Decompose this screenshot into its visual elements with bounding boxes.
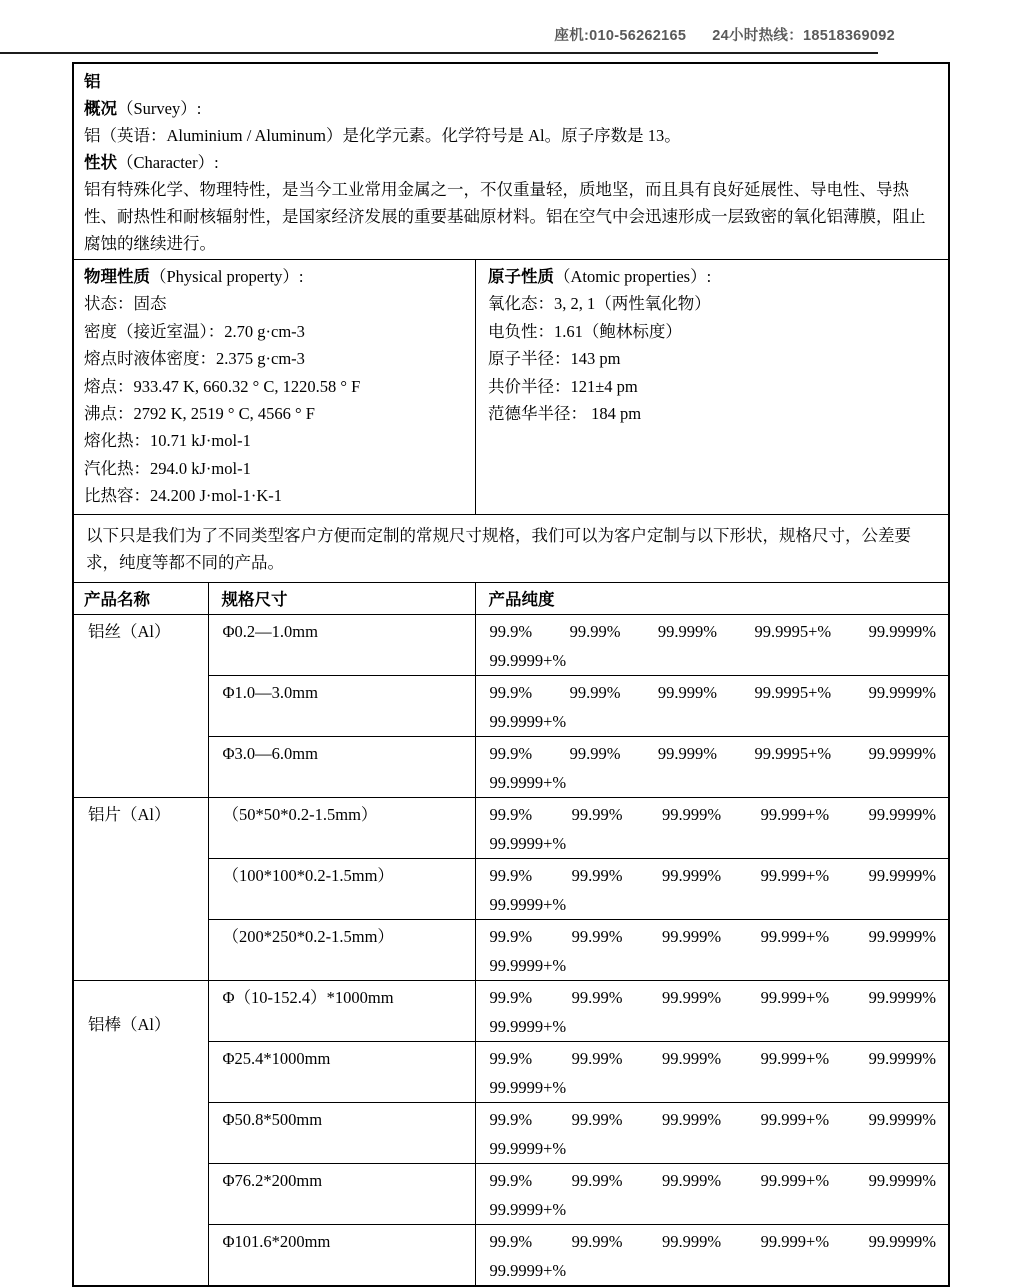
purity-value: 99.9% <box>489 622 533 642</box>
purity-value: 99.9999% <box>868 1171 936 1191</box>
purity-values-line1 <box>490 923 937 951</box>
purity-value: 99.999+% <box>760 1232 830 1252</box>
purity-values-line2 <box>490 1195 937 1224</box>
purity-value: 99.999% <box>662 927 722 947</box>
purity-value: 99.9995+% <box>754 622 832 642</box>
purity-cell <box>475 737 948 798</box>
purity-value: 99.9999% <box>868 744 936 764</box>
character-text: 铝有特殊化学、物理特性，是当今工业常用金属之一，不仅重量轻，质地坚，而且具有良好延展性、导电性、导热性、耐热性和耐核辐射性，是国家经济发展的重要基础原材料。铝在空气中会迅速形成一层致密的氧化铝薄膜，阻止腐蚀的继续进行。 <box>84 180 926 253</box>
purity-value: 99.9999% <box>868 1049 936 1069</box>
custom-note: 以下只是我们为了不同类型客户方便而定制的常规尺寸规格，我们可以为客户定制与以下形状，规格尺寸，公差要求，纯度等都不同的产品。 <box>74 515 948 583</box>
purity-value: 99.9999+% <box>489 834 567 854</box>
purity-value: 99.99% <box>569 744 621 764</box>
purity-value: 99.9999% <box>868 866 936 886</box>
atomic-heading-label: 原子性质 <box>488 267 554 286</box>
landline-number: 座机:010-56262165 <box>554 28 687 44</box>
purity-values-line1 <box>490 1106 937 1134</box>
spec-size-cell: Φ25.4*1000mm <box>208 1042 475 1103</box>
purity-value: 99.9999+% <box>489 773 567 793</box>
purity-value: 99.9% <box>489 1049 533 1069</box>
purity-value: 99.999+% <box>760 927 830 947</box>
spec-size-cell: Φ101.6*200mm <box>208 1225 475 1286</box>
atomic-property-line: 氧化态：3, 2, 1（两性氧化物） <box>488 294 711 314</box>
purity-value: 99.9999% <box>868 1110 936 1130</box>
purity-value: 99.9999% <box>868 622 936 642</box>
purity-values-line2 <box>490 1134 937 1163</box>
purity-value: 99.99% <box>571 1171 623 1191</box>
purity-value: 99.999+% <box>760 988 830 1008</box>
product-document <box>72 62 950 1287</box>
purity-value: 99.9% <box>489 988 533 1008</box>
product-name-cell: 铝棒（Al） <box>74 981 208 1286</box>
purity-value: 99.9% <box>489 744 533 764</box>
column-header-product-name: 产品名称 <box>74 583 208 615</box>
survey-heading <box>84 95 938 122</box>
spec-size-cell: （100*100*0.2-1.5mm） <box>208 859 475 920</box>
column-header-spec-size: 规格尺寸 <box>208 583 475 615</box>
physical-properties-column <box>74 260 475 514</box>
purity-value: 99.99% <box>571 927 623 947</box>
physical-property-line: 状态：固态 <box>84 294 167 314</box>
atomic-property-line: 范德华半径： 184 pm <box>488 404 642 424</box>
purity-value: 99.9999+% <box>489 1200 567 1220</box>
purity-value: 99.9999% <box>868 805 936 825</box>
purity-value: 99.99% <box>571 1232 623 1252</box>
purity-value: 99.9% <box>489 683 533 703</box>
physical-heading-label: 物理性质 <box>84 267 150 286</box>
purity-values-line1 <box>490 984 937 1012</box>
purity-values-line2 <box>490 768 937 797</box>
purity-values-line2 <box>490 707 937 736</box>
intro-section <box>74 64 948 260</box>
character-heading-label: 性状 <box>84 153 117 172</box>
purity-values-line2 <box>490 1073 937 1102</box>
spec-size-cell: Φ（10-152.4）*1000mm <box>208 981 475 1042</box>
purity-value: 99.9% <box>489 866 533 886</box>
purity-value: 99.9999+% <box>489 1017 567 1037</box>
spec-size-cell: Φ50.8*500mm <box>208 1103 475 1164</box>
purity-value: 99.999+% <box>760 1049 830 1069</box>
spec-size-cell: Φ76.2*200mm <box>208 1164 475 1225</box>
survey-heading-suffix: （Survey）: <box>117 99 202 118</box>
purity-value: 99.99% <box>571 805 623 825</box>
atomic-property-line: 原子半径：143 pm <box>488 349 621 369</box>
purity-value: 99.9999% <box>868 927 936 947</box>
purity-value: 99.999+% <box>760 805 830 825</box>
purity-value: 99.99% <box>571 866 623 886</box>
purity-value: 99.999% <box>657 744 718 764</box>
physical-property-line: 熔化热：10.71 kJ·mol-1 <box>84 431 251 451</box>
product-name-cell: 铝丝（Al） <box>74 615 208 798</box>
product-table-body <box>74 615 948 1286</box>
purity-values-line2 <box>490 890 937 919</box>
purity-values-line1 <box>490 740 937 768</box>
purity-cell <box>475 1103 948 1164</box>
purity-value: 99.9% <box>489 927 533 947</box>
purity-value: 99.99% <box>571 988 623 1008</box>
physical-heading <box>84 263 465 290</box>
character-heading-suffix: （Character）: <box>117 153 219 172</box>
product-row <box>74 798 948 859</box>
physical-heading-suffix: （Physical property）: <box>150 267 304 286</box>
product-row <box>74 981 948 1042</box>
purity-cell <box>475 1042 948 1103</box>
purity-value: 99.9999+% <box>489 712 567 732</box>
atomic-heading-suffix: （Atomic properties）: <box>554 267 712 286</box>
properties-section <box>74 260 948 515</box>
purity-value: 99.999% <box>657 622 718 642</box>
purity-value: 99.9999+% <box>489 895 567 915</box>
hotline-number: 24小时热线：18518369092 <box>712 28 895 44</box>
purity-value: 99.999+% <box>760 866 830 886</box>
purity-value: 99.999% <box>662 866 722 886</box>
purity-value: 99.999% <box>662 805 722 825</box>
purity-value: 99.9% <box>489 805 533 825</box>
spec-size-cell: （200*250*0.2-1.5mm） <box>208 920 475 981</box>
atomic-heading <box>488 263 936 290</box>
purity-value: 99.99% <box>569 683 621 703</box>
purity-cell <box>475 676 948 737</box>
purity-cell <box>475 798 948 859</box>
purity-value: 99.999% <box>662 1110 722 1130</box>
purity-cell <box>475 615 948 676</box>
purity-value: 99.9995+% <box>754 744 832 764</box>
purity-value: 99.999% <box>662 1049 722 1069</box>
atomic-property-line: 电负性：1.61（鲍林标度） <box>488 321 682 341</box>
spec-size-cell: （50*50*0.2-1.5mm） <box>208 798 475 859</box>
purity-value: 99.9% <box>489 1232 533 1252</box>
contact-header <box>0 24 895 45</box>
purity-cell <box>475 859 948 920</box>
purity-value: 99.999+% <box>760 1110 830 1130</box>
atomic-properties-column <box>475 260 948 514</box>
purity-values-line1 <box>490 801 937 829</box>
product-name-cell: 铝片（Al） <box>74 798 208 981</box>
spec-size-cell: Φ3.0—6.0mm <box>208 737 475 798</box>
page-title: 铝 <box>84 72 101 91</box>
atomic-property-lines <box>488 290 936 427</box>
product-table <box>74 583 948 1286</box>
product-table-header-row <box>74 583 948 615</box>
purity-values-line1 <box>490 1167 937 1195</box>
purity-value: 99.9999+% <box>489 1139 567 1159</box>
purity-value: 99.9999+% <box>489 956 567 976</box>
purity-value: 99.9999+% <box>489 651 567 671</box>
purity-value: 99.999% <box>662 1171 722 1191</box>
purity-values-line2 <box>490 951 937 980</box>
purity-values-line1 <box>490 618 937 646</box>
product-row <box>74 615 948 676</box>
character-heading <box>84 149 938 176</box>
spec-size-cell: Φ1.0—3.0mm <box>208 676 475 737</box>
physical-property-lines <box>84 290 465 509</box>
physical-property-line: 汽化热：294.0 kJ·mol-1 <box>84 458 251 478</box>
physical-property-line: 熔点时液体密度：2.375 g·cm-3 <box>84 349 305 369</box>
purity-cell <box>475 1225 948 1286</box>
physical-property-line: 沸点：2792 K, 2519 ° C, 4566 ° F <box>84 404 315 424</box>
purity-value: 99.999% <box>657 683 718 703</box>
purity-value: 99.99% <box>569 622 621 642</box>
purity-values-line1 <box>490 862 937 890</box>
purity-values-line1 <box>490 1045 937 1073</box>
purity-value: 99.99% <box>571 1110 623 1130</box>
purity-value: 99.9999% <box>868 683 936 703</box>
purity-values-line1 <box>490 679 937 707</box>
purity-cell <box>475 920 948 981</box>
purity-value: 99.9% <box>489 1110 533 1130</box>
purity-value: 99.999% <box>662 1232 722 1252</box>
purity-value: 99.99% <box>571 1049 623 1069</box>
purity-value: 99.9999% <box>868 1232 936 1252</box>
physical-property-line: 比热容：24.200 J·mol-1·K-1 <box>84 486 282 506</box>
purity-value: 99.999+% <box>760 1171 830 1191</box>
spec-size-cell: Φ0.2—1.0mm <box>208 615 475 676</box>
atomic-property-line: 共价半径：121±4 pm <box>488 376 638 396</box>
purity-values-line1 <box>490 1228 937 1256</box>
purity-value: 99.9999+% <box>489 1078 567 1098</box>
physical-property-line: 密度（接近室温）：2.70 g·cm-3 <box>84 321 305 341</box>
purity-cell <box>475 1164 948 1225</box>
purity-values-line2 <box>490 646 937 675</box>
purity-cell <box>475 981 948 1042</box>
purity-value: 99.999% <box>662 988 722 1008</box>
purity-value: 99.9% <box>489 1171 533 1191</box>
purity-values-line2 <box>490 1256 937 1285</box>
purity-value: 99.9999% <box>868 988 936 1008</box>
column-header-purity: 产品纯度 <box>475 583 948 615</box>
header-divider <box>0 52 878 54</box>
purity-values-line2 <box>490 829 937 858</box>
survey-text: 铝（英语：Aluminium / Aluminum）是化学元素。化学符号是 Al。原子序数是 13。 <box>84 126 681 145</box>
purity-values-line2 <box>490 1012 937 1041</box>
physical-property-line: 熔点：933.47 K, 660.32 ° C, 1220.58 ° F <box>84 376 361 396</box>
purity-value: 99.9995+% <box>754 683 832 703</box>
purity-value: 99.9999+% <box>489 1261 567 1281</box>
survey-heading-label: 概况 <box>84 99 117 118</box>
